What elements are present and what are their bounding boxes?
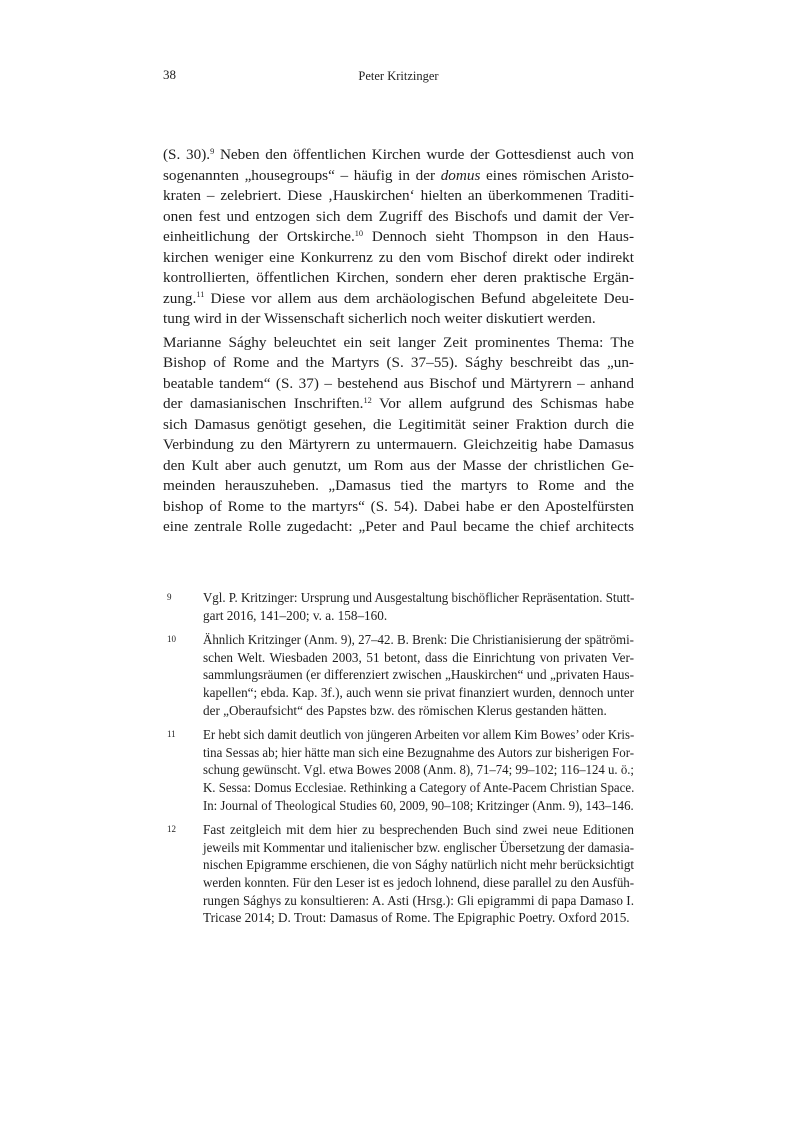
text-segment: Verbindung zu den Märtyrern zu untermauern. Gleichzeitig habe Damasus (163, 436, 634, 453)
footnote-line: werden konnten. Für den Leser ist es jedoch lohnend, diese parallel zu den Ausfüh- (203, 874, 635, 890)
text-line (163, 435, 634, 456)
footnote-number: 10 (167, 634, 176, 645)
text-segment: onen fest und entzogen sich dem Zugriff des Bischofs und damit der Ver- (163, 207, 634, 225)
footnote-ref[interactable]: 12 (363, 395, 372, 405)
footnote-line: In: Journal of Theological Studies 60, 2009, 90–108; Kritzinger (Anm. 9), 143–146. (203, 797, 634, 813)
page-number: 38 (163, 67, 176, 82)
footnote-line: Fast zeitgleich mit dem hier zu besprechenden Buch sind zwei neue Editionen (203, 822, 634, 838)
footnote-line: rungen Sághys zu konsultieren: A. Asti (Hrsg.): Gli epigrammi di papa Damaso I. (203, 892, 634, 908)
paragraph (163, 333, 634, 538)
text-segment: kirchen weniger eine Konkurrenz zu den vom Bischof direkt oder indirekt (163, 248, 634, 266)
text-segment: Diese vor allem aus dem archäologischen Befund abgeleitete Deu- (204, 289, 634, 307)
text-line (163, 476, 634, 497)
text-segment: zung. (163, 289, 197, 307)
text-segment: Bishop of Rome and the Martyrs (S. 37–55). Sághy beschreibt das „un- (163, 354, 634, 371)
text-line (163, 309, 634, 330)
footnote-number: 12 (167, 824, 176, 835)
text-segment: sich Damasus genötigt gesehen, die Legitimität seiner Fraktion durch die (163, 415, 634, 433)
text-line (163, 207, 634, 228)
main-text (163, 145, 634, 541)
text-line (163, 227, 634, 248)
text-line (163, 289, 634, 310)
footnote (163, 726, 634, 814)
italic-text: domus (440, 166, 481, 184)
text-line (163, 394, 634, 415)
text-line (163, 166, 634, 187)
footnote-ref[interactable]: 9 (210, 146, 215, 156)
text-line (163, 333, 634, 354)
text-line (163, 415, 634, 436)
text-line (163, 186, 634, 207)
text-segment: einheitlichung der Ortskirche. (163, 228, 355, 245)
text-segment: Vor allem aufgrund des Schismas habe (371, 395, 634, 412)
footnote-line: der „Oberaufsicht“ des Papstes bzw. des römischen Klerus gestanden hätten. (203, 702, 607, 718)
footnote-line: sammlungsräumen (er differenziert zwischen „Hauskirchen“ und „privaten Haus- (203, 667, 634, 683)
footnote-line: gart 2016, 141–200; v. a. 158–160. (203, 607, 388, 623)
text-segment: bishop of Rome to the martyrs“ (S. 54). Dabei habe er den Apostelfürsten (163, 497, 634, 515)
footnote-line: schen Welt. Wiesbaden 2003, 51 betont, dass die Einrichtung von privaten Ver- (203, 649, 634, 665)
text-segment: tung wird in der Wissenschaft sicherlich noch weiter diskutiert werden. (163, 310, 596, 327)
running-head: Peter Kritzinger (358, 69, 439, 83)
text-segment: der damasianischen Inschriften. (163, 395, 364, 412)
text-segment: Neben den öffentlichen Kirchen wurde der Gottesdienst auch von (214, 146, 634, 163)
text-line (163, 497, 634, 518)
text-segment: beatable tandem“ (S. 37) – bestehend aus Bischof und Märtyrern – anhand (163, 374, 634, 392)
footnote-line: Er hebt sich damit deutlich von jüngeren Arbeiten vor allem Kim Bowes’ oder Kris- (203, 727, 635, 743)
text-line (163, 456, 634, 477)
footnote-line: Vgl. P. Kritzinger: Ursprung und Ausgestaltung bischöflicher Repräsentation. Stutt- (203, 590, 635, 605)
footnote (163, 589, 634, 624)
footnote-number: 9 (167, 592, 172, 602)
text-segment: kraten – zelebriert. Diese ‚Hauskirchen‘ hielten an überkommenen Traditi- (163, 187, 634, 204)
footnote-ref[interactable]: 11 (196, 290, 205, 300)
text-segment: sogenannten „housegroups“ – häufig in der (163, 166, 441, 184)
footnotes (163, 589, 634, 934)
text-line (163, 248, 634, 269)
footnote-line: tina Sessas ab; hier hätte man sich eine Bezugnahme des Autors zur bisherigen For- (203, 744, 635, 760)
text-line (163, 145, 634, 166)
footnote-ref[interactable]: 10 (354, 228, 364, 238)
text-segment: (S. 30). (163, 146, 211, 163)
text-line (163, 517, 634, 538)
text-segment: eine zentrale Rolle zugedacht: „Peter and Paul became the chief architects (163, 518, 634, 535)
text-segment: Dennoch sieht Thompson in den Haus- (363, 228, 634, 245)
text-segment: den Kult aber auch genutzt, um Rom aus der Masse der christlichen Ge- (163, 456, 634, 474)
text-line (163, 374, 634, 395)
text-segment: kontrollierten, öffentlichen Kirchen, sondern eher deren praktische Ergän- (163, 269, 634, 286)
footnote-line: Ähnlich Kritzinger (Anm. 9), 27–42. B. Brenk: Die Christianisierung der spätrömi- (203, 632, 634, 648)
footnote-line: jeweils mit Kommentar und italienischer bzw. englischer Übersetzung der damasia- (203, 839, 634, 855)
footnote (163, 821, 634, 927)
footnote-line: schung gewünscht. Vgl. etwa Bowes 2008 (Anm. 8), 71–74; 99–102; 116–124 u. ö.; (203, 762, 634, 778)
text-segment: eines römischen Aristo- (480, 166, 634, 184)
footnote-line: Tricase 2014; D. Trout: Damasus of Rome. The Epigraphic Poetry. Oxford 2015. (203, 910, 630, 926)
paragraph (163, 145, 634, 330)
text-segment: meinden herauszuheben. „Damasus tied the martyrs to Rome and the (163, 477, 634, 494)
text-line (163, 353, 634, 374)
footnote-line: nischen Epigramme erschienen, die von Sághy natürlich nicht mehr berücksichtigt (203, 857, 635, 873)
footnote-number: 11 (167, 729, 176, 740)
text-segment: Marianne Sághy beleuchtet ein seit langer Zeit prominentes Thema: The (163, 333, 634, 351)
text-line (163, 268, 634, 289)
footnote (163, 631, 634, 719)
footnote-line: K. Sessa: Domus Ecclesiae. Rethinking a Category of Ante-Pacem Christian Space. (203, 779, 635, 795)
footnote-line: kapellen“; ebda. Kap. 3f.), auch wenn sie privat finanziert wurden, dennoch unter (203, 684, 634, 700)
